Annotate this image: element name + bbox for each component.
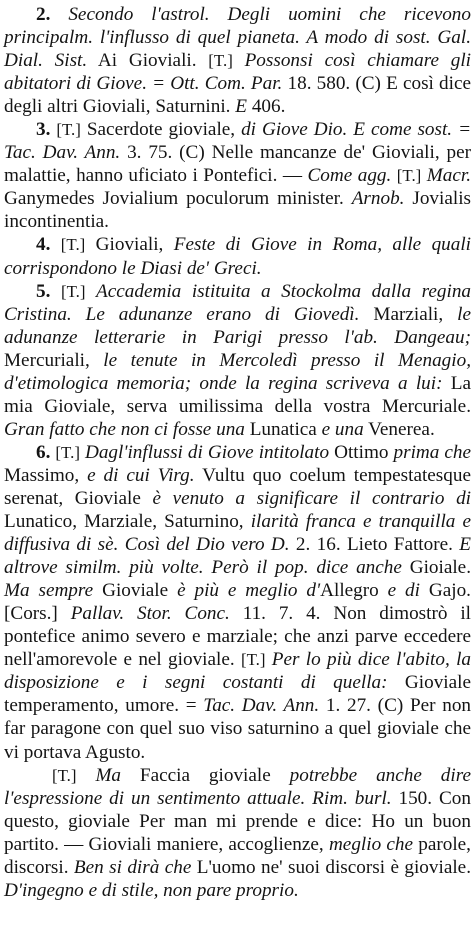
source-tag: [T.] bbox=[60, 235, 86, 255]
text-run: 2. 16. Lieto Fattore. bbox=[289, 534, 460, 556]
text-run: parole, discorsi. bbox=[4, 833, 471, 878]
text-run bbox=[50, 4, 68, 25]
italic-text: Accademia istituita a Stockolma dalla regina Cristina. Le adunanze erano di Giovedì. bbox=[4, 280, 472, 325]
text-run: Lunatica bbox=[244, 418, 322, 440]
text-run: Ottimo bbox=[329, 441, 394, 463]
italic-text: è venuto a significare il contrario di bbox=[152, 487, 471, 509]
text-run: Gajo. [Cors.] bbox=[4, 580, 471, 625]
italic-text: Dagl'influssi di Giove intitolato bbox=[84, 441, 330, 463]
text-run: Mercuriali, bbox=[4, 349, 104, 371]
italic-text: Gran fatto che non ci fosse una bbox=[4, 418, 245, 440]
entry-paragraph-6 bbox=[4, 764, 471, 902]
italic-text: e di bbox=[387, 580, 420, 602]
text-run: Gioviale temperamento, umore. = bbox=[4, 672, 471, 717]
text-run: 3. 75. (C) Nelle mancanze de' Gioviali, per malattie, hanno uficiato i Pontefici. — bbox=[4, 142, 471, 187]
source-tag: [T.] bbox=[56, 120, 81, 140]
italic-text: Macr. bbox=[426, 165, 471, 187]
text-run: Ganymedes Jovialium poculorum minister. bbox=[4, 188, 352, 210]
text-run: Gioiale. bbox=[401, 557, 471, 579]
text-run: Sacerdote gioviale, bbox=[80, 119, 242, 141]
text-run: 406. bbox=[247, 96, 286, 118]
italic-text: le tenute in Mercoledì presso il Menagio, d'etimologica memoria; onde la regina scriveva a lui: bbox=[4, 349, 471, 394]
italic-text: Ben si dirà che bbox=[73, 856, 192, 878]
text-run: 11. 7. 4. Non dimostrò il pontefice animo severo e marziale; che anzi parve eccedere nell'amorevole e nel gioviale. bbox=[4, 603, 471, 671]
text-run: Faccia gioviale bbox=[121, 764, 290, 786]
italic-text: Ma bbox=[95, 764, 122, 786]
text-run: Lunatico, Marziale, Saturnino, bbox=[4, 511, 251, 533]
text-run: 1. 27. (C) Per non far paragone con quel suo viso saturnino a quel gioviale che vi portava Agusto. bbox=[4, 695, 472, 763]
italic-text: Possonsi così chiamare gli abitatori di Giove. = Ott. Com. Par. bbox=[4, 50, 472, 95]
text-run: Gioviale bbox=[93, 580, 178, 602]
italic-text: E bbox=[235, 96, 248, 118]
text-run: Marziali, bbox=[359, 303, 458, 325]
italic-text: Tac. Dav. Ann. bbox=[203, 695, 320, 717]
italic-text: di Giove Dio. E come sost. = Tac. Dav. Ann. bbox=[4, 119, 472, 164]
italic-text: e di cui Virg. bbox=[87, 464, 195, 486]
italic-text: Come agg. bbox=[307, 165, 392, 187]
entry-paragraph-1 bbox=[4, 3, 471, 118]
italic-text: Pallav. Stor. Conc. bbox=[70, 603, 230, 625]
text-run: Vultu quo coelum tempestatesque serenat, Gioviale bbox=[4, 464, 471, 509]
italic-text: E altrove similm. più volte. Però il pop. dice anche bbox=[4, 534, 471, 579]
sense-number: 4. bbox=[36, 234, 51, 256]
text-run: La mia Gioviale, serva umilissima della vostra Mercuriale. bbox=[4, 372, 471, 417]
sense-number: 3. bbox=[36, 119, 51, 141]
text-run: 18. 580. (C) E così dice degli altri Gioviali, Saturnini. bbox=[4, 73, 471, 118]
italic-text: ilarità franca e tranquilla e diffusiva di sè. Così del Dio vero D. bbox=[4, 511, 471, 556]
italic-text: Ma sempre bbox=[4, 580, 94, 602]
sense-number: 5. bbox=[36, 280, 51, 302]
source-tag: [T.] bbox=[52, 765, 77, 785]
italic-text: Secondo l'astrol. Degli uomini che ricevono principalm. l'influsso di quel pianeta. A modo di sost. Gal. Dial. Sist. bbox=[4, 4, 471, 72]
source-tag: [T.] bbox=[60, 281, 86, 301]
sense-number: 6. bbox=[36, 441, 51, 463]
italic-text: Per lo più dice l'abito, la disposizione e i segni costanti di quella: bbox=[4, 649, 472, 694]
italic-text: e una bbox=[321, 418, 364, 440]
italic-text: Feste di Giove in Roma, alle quali corrispondono le Diasi de' Greci. bbox=[4, 234, 472, 279]
entry-paragraph-5 bbox=[4, 441, 471, 764]
text-run bbox=[50, 234, 60, 255]
entry-paragraph-2 bbox=[4, 118, 471, 233]
source-tag: [T.] bbox=[55, 442, 80, 462]
italic-text: potrebbe anche dire l'espressione di un sentimento attuale. Rim. burl. bbox=[4, 764, 471, 809]
text-run: Gioviali, bbox=[85, 234, 174, 256]
entry-paragraph-3 bbox=[4, 233, 471, 279]
italic-text: prima che bbox=[393, 441, 472, 463]
italic-text: è più e meglio d' bbox=[177, 580, 321, 602]
sense-number: 2. bbox=[36, 4, 51, 25]
text-run: Allegro bbox=[320, 580, 388, 602]
italic-text: D'ingegno e di stile, non pare proprio. bbox=[4, 879, 299, 901]
text-run: Ai Gioviali. bbox=[87, 50, 209, 72]
text-run: Massimo, bbox=[4, 464, 88, 486]
source-tag: [T.] bbox=[396, 166, 422, 186]
text-run bbox=[77, 765, 96, 786]
source-tag: [T.] bbox=[208, 51, 233, 71]
italic-text: meglio che bbox=[328, 833, 414, 855]
text-run bbox=[50, 281, 61, 302]
italic-text: Arnob. bbox=[351, 188, 405, 210]
text-run: Venerea. bbox=[363, 418, 435, 440]
text-run: Jovialis incontinentia. bbox=[4, 188, 471, 233]
italic-text: le adunanze letterarie in Parigi presso l'ab. Dangeau; bbox=[4, 303, 471, 348]
entry-paragraph-4 bbox=[4, 280, 471, 441]
text-run: L'uomo ne' suoi discorsi è gioviale. bbox=[191, 856, 471, 878]
source-tag: [T.] bbox=[240, 650, 266, 670]
text-run bbox=[85, 281, 96, 302]
text-run: 150. Con questo, gioviale Per man mi prende e dice: Ho un buon partito. — Gioviali maniere, accoglienze, bbox=[4, 787, 471, 855]
